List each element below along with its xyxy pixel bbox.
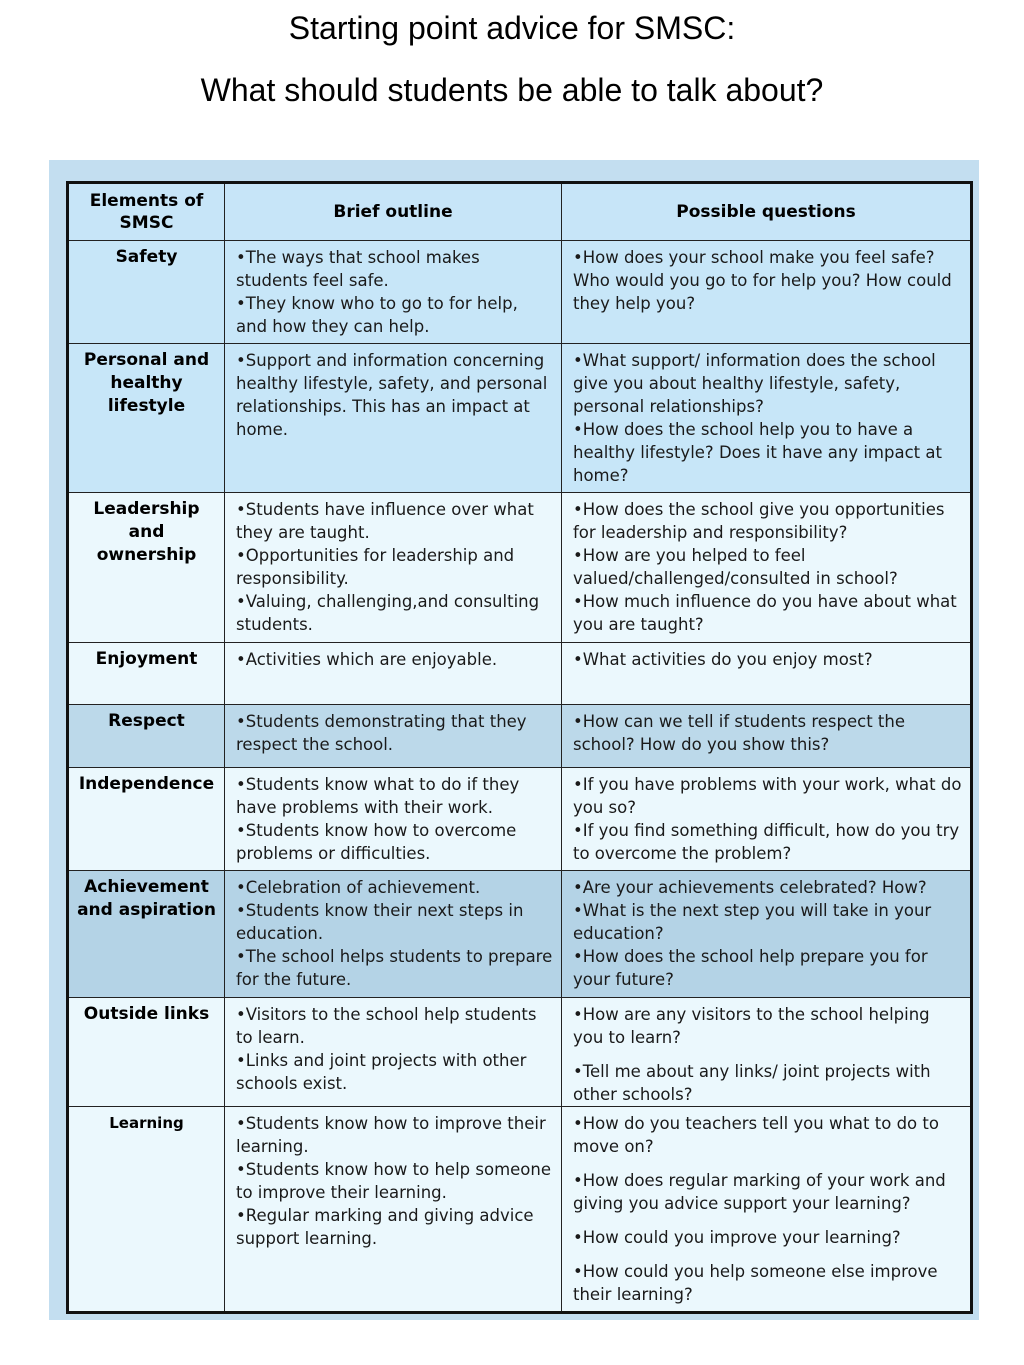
table-row: [68, 705, 972, 768]
outline-item: •Students have influence over what they are taught.: [236, 500, 534, 542]
question-item: •How much influence do you have about what you are taught?: [573, 592, 957, 634]
outline-item: •Support and information concerning healthy lifestyle, safety, and personal relationships. This has an impact at home.: [236, 351, 548, 439]
question-item: •Are your achievements celebrated? How?: [573, 878, 927, 897]
questions-cell: [562, 705, 972, 768]
table-row: [68, 241, 972, 344]
question-item: •How could you improve your learning?: [573, 1228, 901, 1247]
questions-cell: [562, 1107, 972, 1313]
outline-cell: [225, 998, 562, 1107]
question-item: •How are you helped to feel valued/challenged/consulted in school?: [573, 546, 898, 588]
question-item: •If you find something difficult, how do you try to overcome the problem?: [573, 821, 960, 863]
outline-item: •Students know what to do if they have problems with their work.: [236, 775, 520, 817]
element-label: Learning: [68, 1107, 225, 1313]
table-row: [68, 344, 972, 493]
outline-item: •Visitors to the school help students to learn.: [236, 1005, 537, 1047]
page-subtitle: What should students be able to talk about?: [200, 72, 824, 108]
table-row: [68, 871, 972, 998]
outline-item: •They know who to go to for help, and how they can help.: [236, 294, 518, 336]
table-row: [68, 1107, 972, 1313]
question-item: •How are any visitors to the school helping you to learn?: [573, 1005, 930, 1047]
questions-cell: [562, 768, 972, 871]
table-row: [68, 998, 972, 1107]
questions-cell: [562, 643, 972, 705]
question-item: •How could you help someone else improve their learning?: [573, 1262, 938, 1304]
question-item: •What support/ information does the school give you about healthy lifestyle, safety, personal relationships?: [573, 351, 936, 416]
outline-item: •Activities which are enjoyable.: [236, 650, 498, 669]
outline-cell: [225, 705, 562, 768]
element-label: Independence: [68, 768, 225, 871]
outline-item: •Opportunities for leadership and responsibility.: [236, 546, 515, 588]
outline-item: •Links and joint projects with other schools exist.: [236, 1051, 527, 1093]
question-item: •How does your school make you feel safe? Who would you go to for help you? How could they help you?: [573, 248, 952, 313]
outline-item: •The ways that school makes students feel safe.: [236, 248, 480, 290]
question-item: •How does regular marking of your work and giving you advice support your learning?: [573, 1171, 946, 1213]
element-label: Respect: [68, 705, 225, 768]
page-title: Starting point advice for SMSC:: [288, 10, 736, 46]
element-label: Safety: [68, 241, 225, 344]
smsc-table: [66, 181, 973, 1314]
outline-item: •Students know how to help someone to improve their learning.: [236, 1160, 552, 1202]
question-item: •How can we tell if students respect the school? How do you show this?: [573, 712, 905, 754]
question-item: •What is the next step you will take in your education?: [573, 901, 932, 943]
header-elements: Elements of SMSC: [68, 183, 225, 241]
outline-item: •Students know how to overcome problems or difficulties.: [236, 821, 517, 863]
question-item: •How does the school help you to have a healthy lifestyle? Does it have any impact at home?: [573, 420, 942, 485]
table-row: [68, 643, 972, 705]
question-item: •How does the school give you opportunities for leadership and responsibility?: [573, 500, 945, 542]
element-label: Achievement and aspiration: [68, 871, 225, 998]
outline-cell: [225, 344, 562, 493]
outline-cell: [225, 871, 562, 998]
outline-item: •Students demonstrating that they respect the school.: [236, 712, 527, 754]
header-brief-outline: Brief outline: [225, 183, 562, 241]
question-item: •How do you teachers tell you what to do to move on?: [573, 1114, 939, 1156]
table-row: [68, 493, 972, 643]
outline-cell: [225, 768, 562, 871]
outline-item: •Regular marking and giving advice support learning.: [236, 1206, 534, 1248]
outline-cell: [225, 241, 562, 344]
element-label: Personal and healthy lifestyle: [68, 344, 225, 493]
outline-cell: [225, 643, 562, 705]
questions-cell: [562, 344, 972, 493]
outline-cell: [225, 1107, 562, 1313]
outline-item: •The school helps students to prepare for the future.: [236, 947, 553, 989]
header-possible-questions: Possible questions: [562, 183, 972, 241]
questions-cell: [562, 871, 972, 998]
outline-item: •Celebration of achievement.: [236, 878, 481, 897]
outline-item: •Valuing, challenging,and consulting students.: [236, 592, 540, 634]
outline-cell: [225, 493, 562, 643]
element-label: Enjoyment: [68, 643, 225, 705]
question-item: •How does the school help prepare you for your future?: [573, 947, 928, 989]
element-label: Outside links: [68, 998, 225, 1107]
questions-cell: [562, 241, 972, 344]
question-item: •Tell me about any links/ joint projects with other schools?: [573, 1062, 931, 1104]
outline-item: •Students know how to improve their learning.: [236, 1114, 546, 1156]
element-label: Leadership and ownership: [68, 493, 225, 643]
questions-cell: [562, 998, 972, 1107]
table-row: [68, 768, 972, 871]
question-item: •If you have problems with your work, what do you so?: [573, 775, 962, 817]
questions-cell: [562, 493, 972, 643]
question-item: •What activities do you enjoy most?: [573, 650, 873, 669]
outline-item: •Students know their next steps in education.: [236, 901, 524, 943]
